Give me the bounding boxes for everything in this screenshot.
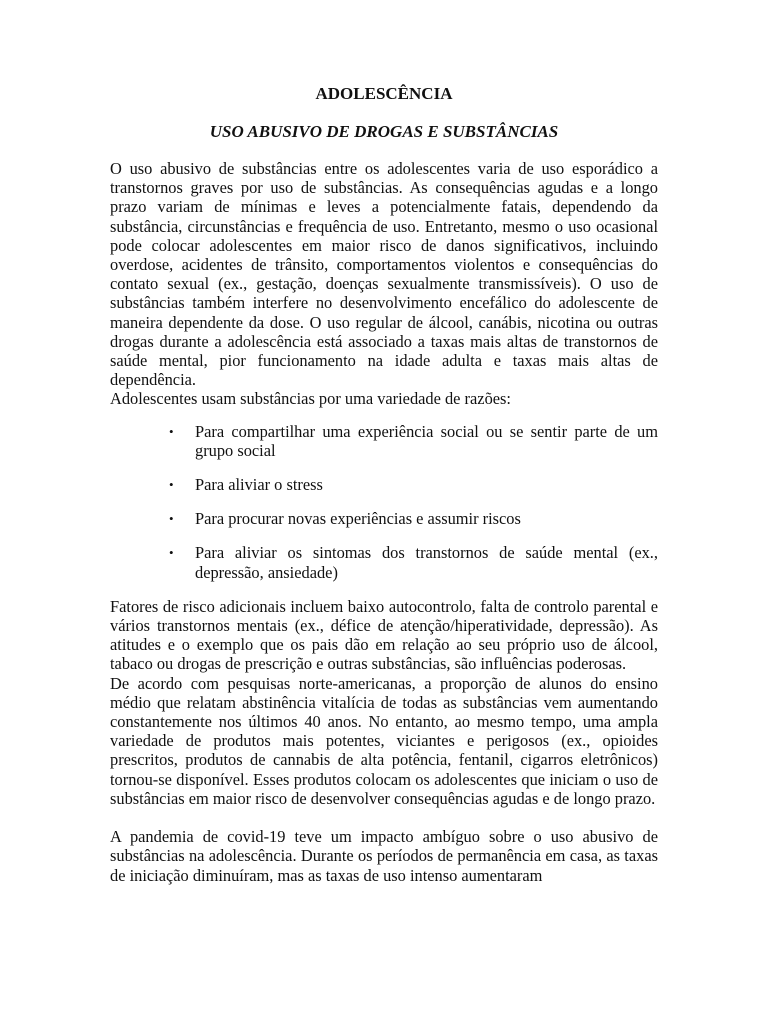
document-title: ADOLESCÊNCIA xyxy=(315,84,453,103)
list-item-text: Para aliviar os sintomas dos transtornos de saúde mental (ex., depressão, ansiedade) xyxy=(195,543,658,582)
list-item-text: Para aliviar o stress xyxy=(195,475,323,495)
list-item xyxy=(169,509,658,528)
reasons-list xyxy=(110,422,658,582)
paragraph-risk-factors: Fatores de risco adicionais incluem baixo autocontrolo, falta de controlo parental e vários transtornos mentais (ex., défice de atenção/hiperatividade, depressão). As atitudes e o exemplo que os pais dão em relação ao seu próprio uso de álcool, tabaco ou drogas de prescrição e outras substâncias, são influências poderosas. xyxy=(110,596,658,674)
bullet-icon: • xyxy=(169,545,174,561)
paragraph-intro: O uso abusivo de substâncias entre os adolescentes varia de uso esporádico a transtornos graves por uso de substâncias. As consequências agudas e a longo prazo variam de mínimas e leves a potencialmente fatais, dependendo da substância, circunstâncias e frequência de uso. Entretanto, mesmo o uso ocasional pode colocar adolescentes em maior risco de danos significativos, incluindo overdose, acidentes de trânsito, comportamentos violentos e consequências do contato sexual (ex., gestação, doenças sexualmente transmissíveis). O uso de substâncias também interfere no desenvolvimento encefálico do adolescente de maneira dependente da dose. O uso regular de álcool, canábis, nicotina ou outras drogas durante a adolescência está associado a taxas mais altas de transtornos de saúde mental, pior funcionamento na idade adulta e taxas mais altas de dependência. xyxy=(110,159,658,390)
list-item-text: Para compartilhar uma experiência social ou se sentir parte de um grupo social xyxy=(195,421,658,460)
paragraph-research: De acordo com pesquisas norte-americanas, a proporção de alunos do ensino médio que relatam abstinência vitalícia de todas as substâncias vem aumentando constantemente nos últimos 40 anos. No entanto, ao mesmo tempo, uma ampla variedade de produtos mais potentes, viciantes e perigosos (ex., opioides prescritos, produtos de cannabis de alta potência, fentanil, cigarros eletrônicos) tornou-se disponível. Esses produtos colocam os adolescentes que iniciam o uso de substâncias em maior risco de desenvolver consequências agudas e de longo prazo. xyxy=(110,673,658,808)
bullet-icon: • xyxy=(169,511,174,527)
list-item xyxy=(169,543,658,581)
bullet-icon: • xyxy=(169,423,174,439)
list-item xyxy=(169,475,658,494)
paragraph-pandemic: A pandemia de covid-19 teve um impacto ambíguo sobre o uso abusivo de substâncias na adolescência. Durante os períodos de permanência em casa, as taxas de iniciação diminuíram, mas as taxas de uso intenso aumentaram xyxy=(110,827,658,885)
document-subtitle: USO ABUSIVO DE DROGAS E SUBSTÂNCIAS xyxy=(209,122,559,141)
list-item xyxy=(169,422,658,460)
bullet-icon: • xyxy=(169,477,174,493)
paragraph-reasons-lead: Adolescentes usam substâncias por uma variedade de razões: xyxy=(110,389,511,409)
list-item-text: Para procurar novas experiências e assumir riscos xyxy=(195,509,521,529)
